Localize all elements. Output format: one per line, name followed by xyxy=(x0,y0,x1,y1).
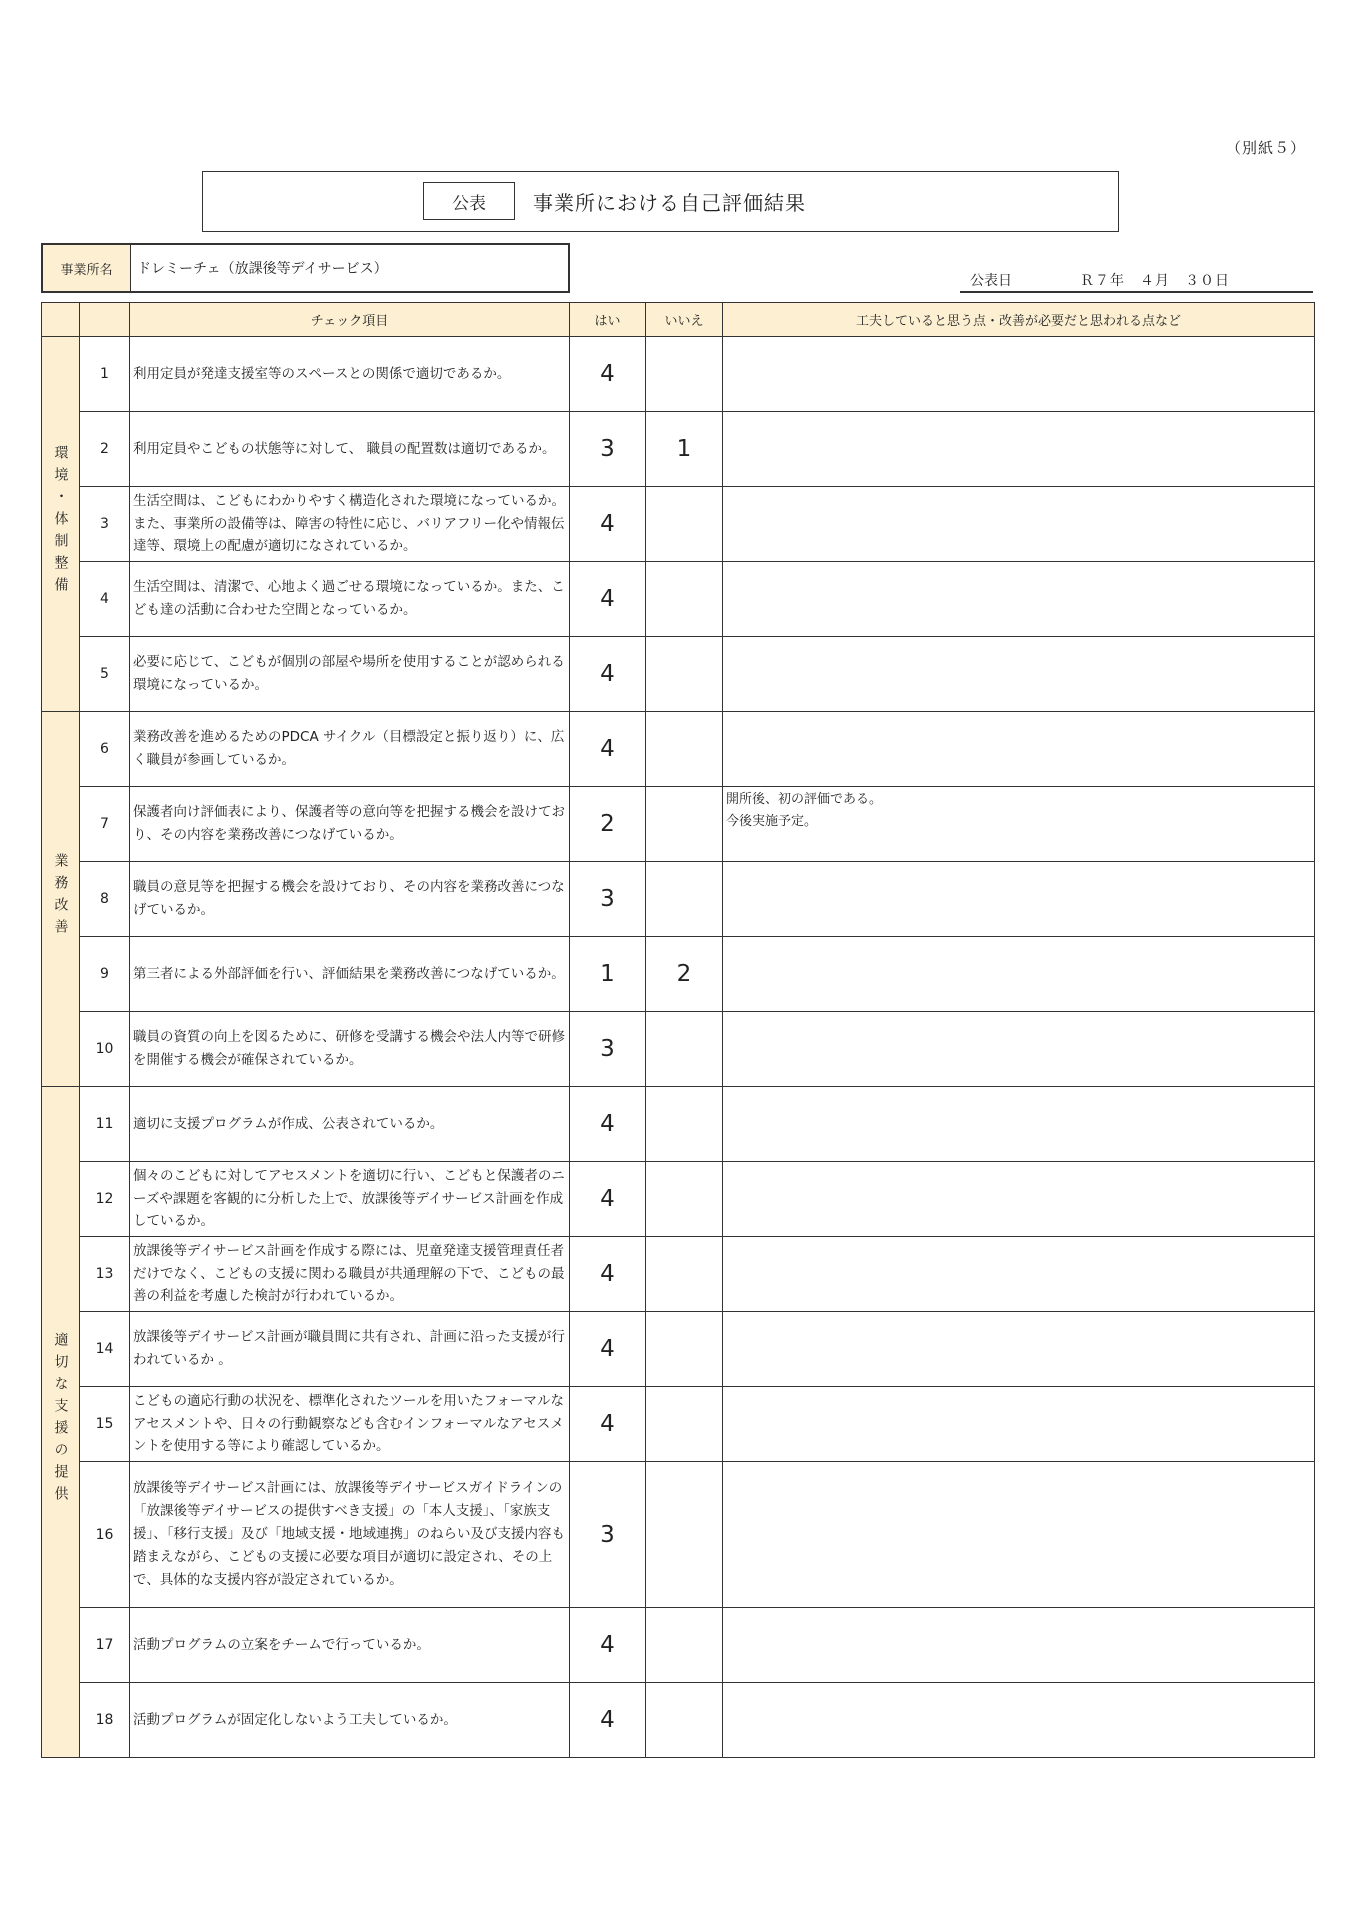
title-box xyxy=(202,171,1119,232)
notes-cell xyxy=(723,1387,1315,1462)
section-label xyxy=(42,337,80,712)
yes-count: 4 xyxy=(570,712,646,787)
facility-box xyxy=(41,243,570,293)
check-item-text: こどもの適応行動の状況を、標準化されたツールを用いたフォーマルなアセスメントや、日々の行動観察なども含むインフォーマルなアセスメントを使用する等により確認しているか。 xyxy=(130,1387,570,1462)
publication-label: 公表 xyxy=(423,182,515,220)
table-row xyxy=(42,412,1315,487)
check-item-text: 放課後等デイサービス計画が職員間に共有され、計画に沿った支援が行われているか 。 xyxy=(130,1312,570,1387)
row-number: 8 xyxy=(80,862,130,937)
notes-cell xyxy=(723,1012,1315,1087)
no-count xyxy=(646,487,723,562)
check-item-text: 生活空間は、こどもにわかりやすく構造化された環境になっているか。また、事業所の設備等は、障害の特性に応じ、バリアフリー化や情報伝達等、環境上の配慮が適切になされているか。 xyxy=(130,487,570,562)
check-item-text: 活動プログラムの立案をチームで行っているか。 xyxy=(130,1608,570,1683)
table-row xyxy=(42,562,1315,637)
check-item-text: 活動プログラムが固定化しないよう工夫しているか。 xyxy=(130,1683,570,1758)
table-row xyxy=(42,1237,1315,1312)
yes-count: 4 xyxy=(570,1608,646,1683)
header-no: いいえ xyxy=(646,303,723,337)
yes-count: 3 xyxy=(570,862,646,937)
attachment-label: （別紙５） xyxy=(1226,139,1307,157)
yes-count: 3 xyxy=(570,1012,646,1087)
no-count: 2 xyxy=(646,937,723,1012)
row-number: 12 xyxy=(80,1162,130,1237)
row-number: 9 xyxy=(80,937,130,1012)
row-number: 18 xyxy=(80,1683,130,1758)
section-label xyxy=(42,712,80,1087)
row-number: 1 xyxy=(80,337,130,412)
section-label-text: 業務改善 xyxy=(52,853,69,941)
no-count xyxy=(646,1237,723,1312)
table-row xyxy=(42,637,1315,712)
table-row xyxy=(42,487,1315,562)
check-item-text: 放課後等デイサービス計画を作成する際には、児童発達支援管理責任者だけでなく、こどもの支援に関わる職員が共通理解の下で、こどもの最善の利益を考慮した検討が行われているか。 xyxy=(130,1237,570,1312)
evaluation-table xyxy=(41,302,1315,1758)
table-row xyxy=(42,1462,1315,1608)
no-count xyxy=(646,337,723,412)
row-number: 11 xyxy=(80,1087,130,1162)
row-number: 6 xyxy=(80,712,130,787)
no-count xyxy=(646,1387,723,1462)
section-label-text: 環境・体制整備 xyxy=(52,445,69,599)
yes-count: 4 xyxy=(570,1387,646,1462)
table-row xyxy=(42,937,1315,1012)
no-count xyxy=(646,1683,723,1758)
notes-cell xyxy=(723,412,1315,487)
yes-count: 2 xyxy=(570,787,646,862)
row-number: 3 xyxy=(80,487,130,562)
check-item-text: 保護者向け評価表により、保護者等の意向等を把握する機会を設けており、その内容を業務改善につなげているか。 xyxy=(130,787,570,862)
facility-label: 事業所名 xyxy=(43,245,131,291)
table-row xyxy=(42,712,1315,787)
publication-date-value: Ｒ７年 ４月 ３０日 xyxy=(1080,273,1230,289)
row-number: 10 xyxy=(80,1012,130,1087)
row-number: 15 xyxy=(80,1387,130,1462)
publication-date xyxy=(960,266,1313,293)
no-count xyxy=(646,1087,723,1162)
check-item-text: 職員の意見等を把握する機会を設けており、その内容を業務改善につなげているか。 xyxy=(130,862,570,937)
header-yes: はい xyxy=(570,303,646,337)
publication-date-label: 公表日 xyxy=(970,273,1012,289)
table-row xyxy=(42,1087,1315,1162)
notes-cell xyxy=(723,637,1315,712)
table-row xyxy=(42,1683,1315,1758)
yes-count: 4 xyxy=(570,487,646,562)
table-row xyxy=(42,1387,1315,1462)
notes-cell xyxy=(723,712,1315,787)
check-item-text: 個々のこどもに対してアセスメントを適切に行い、こどもと保護者のニーズや課題を客観的に分析した上で、放課後等デイサービス計画を作成しているか。 xyxy=(130,1162,570,1237)
header-notes: 工夫していると思う点・改善が必要だと思われる点など xyxy=(723,303,1315,337)
notes-cell xyxy=(723,1608,1315,1683)
yes-count: 4 xyxy=(570,637,646,712)
check-item-text: 利用定員やこどもの状態等に対して、 職員の配置数は適切であるか。 xyxy=(130,412,570,487)
section-label xyxy=(42,1087,80,1758)
yes-count: 4 xyxy=(570,1312,646,1387)
no-count xyxy=(646,562,723,637)
row-number: 16 xyxy=(80,1462,130,1608)
row-number: 14 xyxy=(80,1312,130,1387)
check-item-text: 適切に支援プログラムが作成、公表されているか。 xyxy=(130,1087,570,1162)
table-row xyxy=(42,337,1315,412)
row-number: 2 xyxy=(80,412,130,487)
yes-count: 3 xyxy=(570,412,646,487)
table-row xyxy=(42,1162,1315,1237)
yes-count: 4 xyxy=(570,1087,646,1162)
table-header-row xyxy=(42,303,1315,337)
table-row xyxy=(42,787,1315,862)
check-item-text: 業務改善を進めるためのPDCA サイクル（目標設定と振り返り）に、広く職員が参画しているか。 xyxy=(130,712,570,787)
facility-name: ドレミーチェ（放課後等デイサービス） xyxy=(137,261,388,277)
notes-cell xyxy=(723,487,1315,562)
no-count xyxy=(646,1462,723,1608)
yes-count: 4 xyxy=(570,337,646,412)
notes-cell xyxy=(723,862,1315,937)
yes-count: 4 xyxy=(570,562,646,637)
notes-cell xyxy=(723,337,1315,412)
check-item-text: 放課後等デイサービス計画には、放課後等デイサービスガイドラインの「放課後等デイサービスの提供すべき支援」の「本人支援」、「家族支援」、「移行支援」及び「地域支援・地域連携」のねらい及び支援内容も踏まえながら、こどもの支援に必要な項目が適切に設定され、その上で、具体的な支援内容が設定されているか。 xyxy=(130,1462,570,1608)
row-number: 5 xyxy=(80,637,130,712)
check-item-text: 生活空間は、清潔で、心地よく過ごせる環境になっているか。また、こども達の活動に合わせた空間となっているか。 xyxy=(130,562,570,637)
notes-cell xyxy=(723,1162,1315,1237)
header-section xyxy=(42,303,80,337)
check-item-text: 必要に応じて、こどもが個別の部屋や場所を使用することが認められる環境になっているか。 xyxy=(130,637,570,712)
notes-cell: 開所後、初の評価である。 今後実施予定。 xyxy=(723,787,1315,862)
table-row xyxy=(42,1608,1315,1683)
check-item-text: 第三者による外部評価を行い、評価結果を業務改善につなげているか。 xyxy=(130,937,570,1012)
notes-cell xyxy=(723,1462,1315,1608)
yes-count: 4 xyxy=(570,1162,646,1237)
row-number: 4 xyxy=(80,562,130,637)
yes-count: 4 xyxy=(570,1237,646,1312)
table-row xyxy=(42,862,1315,937)
header-number xyxy=(80,303,130,337)
yes-count: 1 xyxy=(570,937,646,1012)
no-count xyxy=(646,637,723,712)
check-item-text: 利用定員が発達支援室等のスペースとの関係で適切であるか。 xyxy=(130,337,570,412)
notes-cell xyxy=(723,1683,1315,1758)
section-label-text: 適切な支援の提供 xyxy=(52,1332,69,1508)
row-number: 17 xyxy=(80,1608,130,1683)
no-count xyxy=(646,712,723,787)
notes-cell xyxy=(723,562,1315,637)
notes-cell xyxy=(723,937,1315,1012)
yes-count: 3 xyxy=(570,1462,646,1608)
row-number: 7 xyxy=(80,787,130,862)
no-count xyxy=(646,862,723,937)
no-count xyxy=(646,787,723,862)
notes-cell xyxy=(723,1312,1315,1387)
yes-count: 4 xyxy=(570,1683,646,1758)
notes-cell xyxy=(723,1237,1315,1312)
no-count xyxy=(646,1312,723,1387)
notes-cell xyxy=(723,1087,1315,1162)
row-number: 13 xyxy=(80,1237,130,1312)
no-count xyxy=(646,1608,723,1683)
table-row xyxy=(42,1012,1315,1087)
check-item-text: 職員の資質の向上を図るために、研修を受講する機会や法人内等で研修を開催する機会が確保されているか。 xyxy=(130,1012,570,1087)
table-row xyxy=(42,1312,1315,1387)
no-count: 1 xyxy=(646,412,723,487)
no-count xyxy=(646,1012,723,1087)
no-count xyxy=(646,1162,723,1237)
header-check-item: チェック項目 xyxy=(130,303,570,337)
page-title: 事業所における自己評価結果 xyxy=(533,191,806,215)
